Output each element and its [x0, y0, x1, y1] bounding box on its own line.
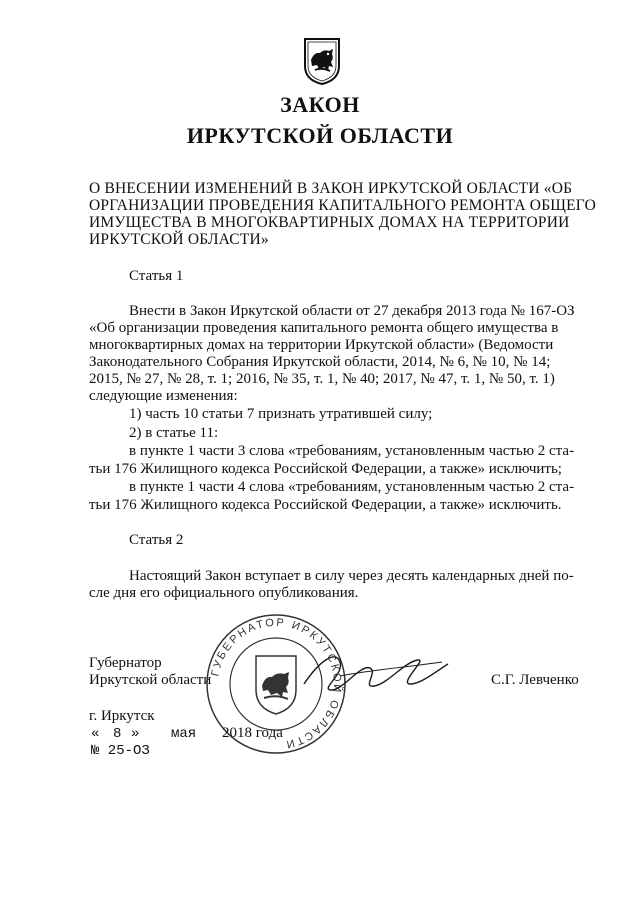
- article1-heading: Статья 1: [129, 268, 184, 284]
- article1-line: 2015, № 27, № 28, т. 1; 2016, № 35, т. 1, № 40; 2017, № 47, т. 1, № 50, т. 1): [89, 371, 555, 387]
- signatory-position-line1: Губернатор: [89, 655, 162, 671]
- signatory-name: С.Г. Левченко: [491, 672, 579, 688]
- article2-line: сле дня его официального опубликования.: [89, 585, 359, 601]
- date-month: мая: [171, 726, 197, 742]
- article1-line: следующие изменения:: [89, 388, 238, 404]
- article1-line: многоквартирных домах на территории Иркутской области» (Ведомости: [89, 337, 554, 353]
- law-heading-line: О ВНЕСЕНИИ ИЗМЕНЕНИЙ В ЗАКОН ИРКУТСКОЙ ОБЛАСТИ «ОБ: [89, 180, 573, 197]
- article1-line: 1) часть 10 статьи 7 признать утратившей силу;: [129, 406, 433, 422]
- article1-line: в пункте 1 части 3 слова «требованиям, установленным частью 2 ста-: [129, 443, 575, 459]
- article2-heading: Статья 2: [129, 532, 184, 548]
- date-year: 2018 года: [222, 725, 283, 741]
- seal-text: ГУБЕРНАТОР ИРКУТСКОЙ ОБЛАСТИ: [209, 616, 344, 751]
- law-heading-line: ОРГАНИЗАЦИИ ПРОВЕДЕНИЯ КАПИТАЛЬНОГО РЕМОНТА ОБЩЕГО: [89, 197, 596, 214]
- date-day: 8: [113, 726, 122, 742]
- law-title-line2: ИРКУТСКОЙ ОБЛАСТИ: [186, 123, 454, 148]
- date-quote-close: »: [131, 726, 140, 742]
- signatory-position-line2: Иркутской области: [89, 672, 212, 688]
- law-heading-line: ИРКУТСКОЙ ОБЛАСТИ»: [89, 231, 269, 248]
- article1-line: в пункте 1 части 4 слова «требованиям, установленным частью 2 ста-: [129, 479, 575, 495]
- article1-line: Законодательного Собрания Иркутской области, 2014, № 6, № 10, № 14;: [89, 354, 551, 370]
- law-heading-line: ИМУЩЕСТВА В МНОГОКВАРТИРНЫХ ДОМАХ НА ТЕРРИТОРИИ: [89, 214, 570, 231]
- handwritten-signature: [300, 640, 450, 700]
- article1-line: тьи 176 Жилищного кодекса Российской Федерации, а также» исключить;: [89, 461, 562, 477]
- article1-line: тьи 176 Жилищного кодекса Российской Федерации, а также» исключить.: [89, 497, 562, 513]
- city-label: г. Иркутск: [89, 708, 155, 724]
- law-title-line1: ЗАКОН: [280, 92, 360, 117]
- coat-of-arms-icon: [302, 36, 342, 86]
- article1-line: Внести в Закон Иркутской области от 27 декабря 2013 года № 167-ОЗ: [129, 303, 575, 319]
- article1-line: 2) в статье 11:: [129, 425, 219, 441]
- article2-line: Настоящий Закон вступает в силу через десять календарных дней по-: [129, 568, 574, 584]
- date-quote-open: «: [91, 726, 100, 742]
- seal-emblem-icon: [256, 656, 296, 714]
- article1-line: «Об организации проведения капитального ремонта общего имущества в: [89, 320, 559, 336]
- law-number: № 25-ОЗ: [91, 743, 150, 759]
